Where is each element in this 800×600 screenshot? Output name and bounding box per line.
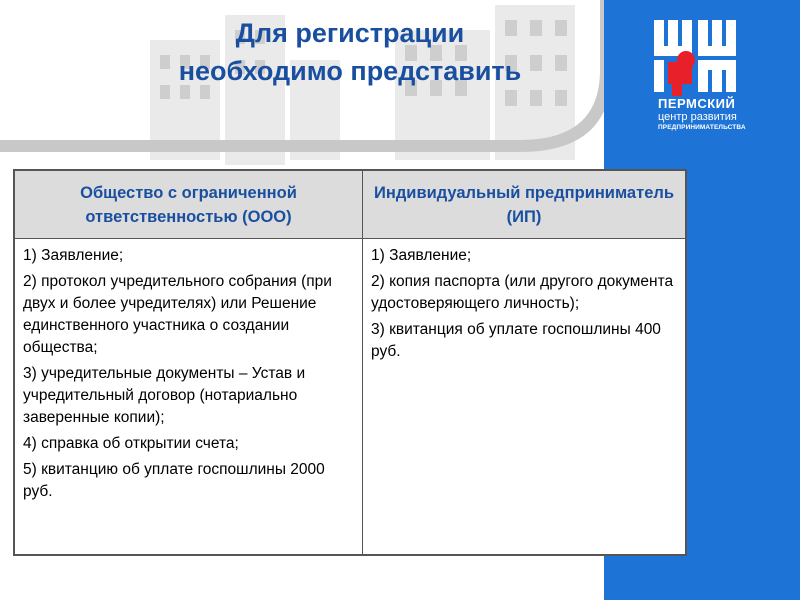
ip-item: 1) Заявление; bbox=[371, 247, 472, 264]
ooo-documents-cell bbox=[15, 239, 363, 555]
ooo-item: 5) квитанцию об уплате госпошлины 2000 руб. bbox=[23, 461, 325, 500]
table-header-row bbox=[15, 171, 686, 239]
ooo-item: 1) Заявление; bbox=[23, 247, 124, 264]
slide-title-line-2: необходимо представить bbox=[178, 56, 522, 86]
ip-item: 2) копия паспорта (или другого документа удостоверяющего личность); bbox=[371, 273, 674, 312]
slide-title bbox=[100, 14, 600, 90]
table-row bbox=[15, 239, 686, 555]
logo-title: ПЕРМСКИЙ bbox=[658, 96, 736, 111]
ip-item: 3) квитанция об уплате госпошлины 400 руб. bbox=[371, 321, 661, 360]
documents-table bbox=[13, 169, 687, 556]
ip-documents-cell bbox=[363, 239, 686, 555]
logo-subtitle: центр развития bbox=[658, 111, 737, 123]
ooo-item: 3) учредительные документы – Устав и учредительный договор (нотариально заверенные копии); bbox=[23, 365, 306, 426]
header-ooo: Общество с ограниченной ответственностью (ООО) bbox=[15, 171, 363, 239]
ooo-item: 2) протокол учредительного собрания (при двух и более учредителях) или Решение единственного участника о создании общества; bbox=[23, 273, 332, 356]
logo-subtitle-2: ПРЕДПРИНИМАТЕЛЬСТВА bbox=[658, 124, 746, 131]
ooo-item: 4) справка об открытии счета; bbox=[23, 435, 239, 452]
header-ip: Индивидуальный предприниматель (ИП) bbox=[363, 171, 686, 239]
slide-title-line-1: Для регистрации bbox=[235, 18, 465, 48]
